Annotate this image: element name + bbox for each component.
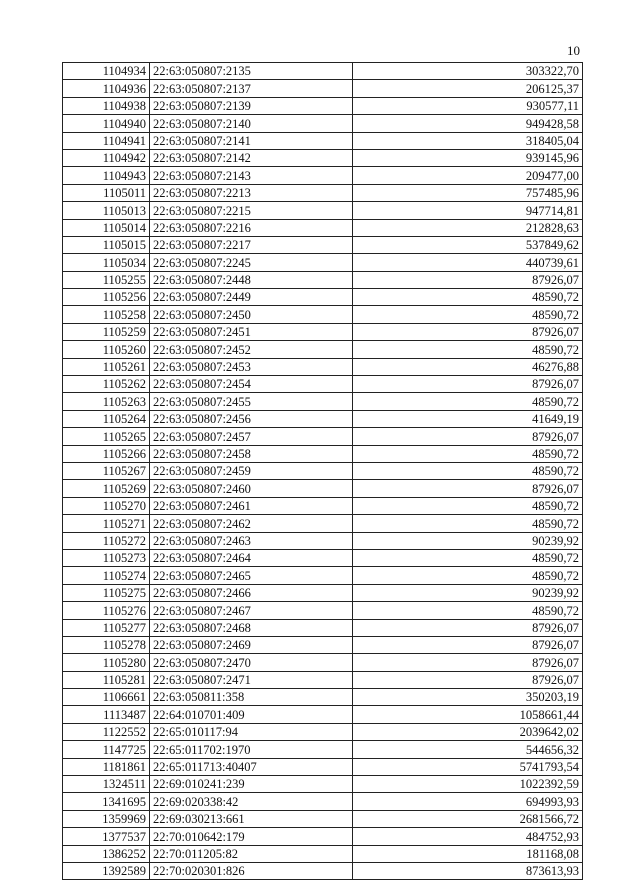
- cadastral-number-cell: 22:63:050807:2450: [150, 306, 353, 323]
- object-id-cell: 1105271: [63, 515, 150, 532]
- table-row: [63, 376, 583, 393]
- object-id-cell: 1105267: [63, 462, 150, 479]
- cadastral-number-cell: 22:63:050807:2471: [150, 671, 353, 688]
- object-id-cell: 1104938: [63, 97, 150, 114]
- table-row: [63, 393, 583, 410]
- cadastral-value-cell: 694993,93: [353, 793, 583, 810]
- cadastral-value-cell: 87926,07: [353, 376, 583, 393]
- object-id-cell: 1104941: [63, 132, 150, 149]
- cadastral-number-cell: 22:63:050807:2458: [150, 445, 353, 462]
- cadastral-number-cell: 22:63:050807:2216: [150, 219, 353, 236]
- cadastral-number-cell: 22:63:050807:2139: [150, 97, 353, 114]
- table-row: [63, 80, 583, 97]
- object-id-cell: 1105266: [63, 445, 150, 462]
- object-id-cell: 1324511: [63, 776, 150, 793]
- table-row: [63, 497, 583, 514]
- cadastral-number-cell: 22:63:050807:2455: [150, 393, 353, 410]
- table-row: [63, 828, 583, 845]
- table-row: [63, 741, 583, 758]
- cadastral-value-cell: 212828,63: [353, 219, 583, 236]
- table-row: [63, 184, 583, 201]
- cadastral-number-cell: 22:63:050807:2459: [150, 462, 353, 479]
- table-row: [63, 567, 583, 584]
- table-row: [63, 480, 583, 497]
- cadastral-value-cell: 949428,58: [353, 115, 583, 132]
- cadastral-value-cell: 87926,07: [353, 619, 583, 636]
- cadastral-number-cell: 22:63:050807:2468: [150, 619, 353, 636]
- table-row: [63, 219, 583, 236]
- cadastral-value-cell: 87926,07: [353, 671, 583, 688]
- object-id-cell: 1106661: [63, 689, 150, 706]
- cadastral-number-cell: 22:63:050807:2448: [150, 271, 353, 288]
- table-row: [63, 654, 583, 671]
- table-row: [63, 532, 583, 549]
- table-row: [63, 341, 583, 358]
- cadastral-number-cell: 22:70:010642:179: [150, 828, 353, 845]
- cadastral-number-cell: 22:63:050807:2137: [150, 80, 353, 97]
- cadastral-value-cell: 48590,72: [353, 306, 583, 323]
- cadastral-value-cell: 947714,81: [353, 202, 583, 219]
- object-id-cell: 1122552: [63, 723, 150, 740]
- cadastral-value-cell: 48590,72: [353, 549, 583, 566]
- cadastral-number-cell: 22:63:050807:2452: [150, 341, 353, 358]
- object-id-cell: 1377537: [63, 828, 150, 845]
- object-id-cell: 1105264: [63, 410, 150, 427]
- cadastral-number-cell: 22:63:050807:2461: [150, 497, 353, 514]
- table-row: [63, 619, 583, 636]
- cadastral-value-cell: 303322,70: [353, 63, 583, 80]
- cadastral-value-cell: 46276,88: [353, 358, 583, 375]
- table-row: [63, 845, 583, 862]
- object-id-cell: 1341695: [63, 793, 150, 810]
- cadastral-number-cell: 22:63:050807:2142: [150, 149, 353, 166]
- object-id-cell: 1105270: [63, 497, 150, 514]
- table-row: [63, 236, 583, 253]
- cadastral-number-cell: 22:69:010241:239: [150, 776, 353, 793]
- cadastral-value-cell: 48590,72: [353, 445, 583, 462]
- cadastral-number-cell: 22:63:050807:2469: [150, 636, 353, 653]
- object-id-cell: 1105278: [63, 636, 150, 653]
- cadastral-value-cell: 2039642,02: [353, 723, 583, 740]
- object-id-cell: 1105258: [63, 306, 150, 323]
- object-id-cell: 1105265: [63, 428, 150, 445]
- cadastral-value-cell: 2681566,72: [353, 810, 583, 827]
- cadastral-number-cell: 22:64:010701:409: [150, 706, 353, 723]
- cadastral-value-cell: 48590,72: [353, 341, 583, 358]
- cadastral-value-cell: 484752,93: [353, 828, 583, 845]
- object-id-cell: 1105261: [63, 358, 150, 375]
- table-row: [63, 63, 583, 80]
- cadastral-value-cell: 90239,92: [353, 532, 583, 549]
- table-row: [63, 862, 583, 879]
- page-number: 10: [567, 43, 580, 58]
- object-id-cell: 1181861: [63, 758, 150, 775]
- cadastral-value-cell: 87926,07: [353, 323, 583, 340]
- cadastral-number-cell: 22:69:030213:661: [150, 810, 353, 827]
- table-row: [63, 758, 583, 775]
- table-row: [63, 271, 583, 288]
- object-id-cell: 1105277: [63, 619, 150, 636]
- cadastral-value-cell: 757485,96: [353, 184, 583, 201]
- table-row: [63, 445, 583, 462]
- object-id-cell: 1105256: [63, 289, 150, 306]
- cadastral-number-cell: 22:70:020301:826: [150, 862, 353, 879]
- table-row: [63, 428, 583, 445]
- object-id-cell: 1113487: [63, 706, 150, 723]
- cadastral-value-cell: 87926,07: [353, 271, 583, 288]
- cadastral-value-cell: 939145,96: [353, 149, 583, 166]
- cadastral-number-cell: 22:63:050807:2140: [150, 115, 353, 132]
- table-row: [63, 167, 583, 184]
- object-id-cell: 1105269: [63, 480, 150, 497]
- cadastral-value-table: [62, 62, 583, 880]
- object-id-cell: 1105259: [63, 323, 150, 340]
- cadastral-value-cell: 206125,37: [353, 80, 583, 97]
- cadastral-number-cell: 22:63:050807:2141: [150, 132, 353, 149]
- cadastral-number-cell: 22:63:050807:2465: [150, 567, 353, 584]
- cadastral-number-cell: 22:63:050811:358: [150, 689, 353, 706]
- object-id-cell: 1105275: [63, 584, 150, 601]
- cadastral-value-cell: 48590,72: [353, 602, 583, 619]
- cadastral-number-cell: 22:63:050807:2135: [150, 63, 353, 80]
- object-id-cell: 1105255: [63, 271, 150, 288]
- cadastral-number-cell: 22:63:050807:2454: [150, 376, 353, 393]
- object-id-cell: 1105276: [63, 602, 150, 619]
- object-id-cell: 1105034: [63, 254, 150, 271]
- cadastral-value-cell: 48590,72: [353, 393, 583, 410]
- cadastral-number-cell: 22:70:011205:82: [150, 845, 353, 862]
- table-row: [63, 289, 583, 306]
- table-row: [63, 810, 583, 827]
- object-id-cell: 1105273: [63, 549, 150, 566]
- cadastral-value-cell: 873613,93: [353, 862, 583, 879]
- cadastral-value-cell: 87926,07: [353, 428, 583, 445]
- cadastral-number-cell: 22:63:050807:2470: [150, 654, 353, 671]
- table-row: [63, 306, 583, 323]
- cadastral-number-cell: 22:63:050807:2453: [150, 358, 353, 375]
- cadastral-number-cell: 22:63:050807:2213: [150, 184, 353, 201]
- table-row: [63, 410, 583, 427]
- object-id-cell: 1392589: [63, 862, 150, 879]
- cadastral-value-cell: 930577,11: [353, 97, 583, 114]
- object-id-cell: 1105014: [63, 219, 150, 236]
- cadastral-value-cell: 1058661,44: [353, 706, 583, 723]
- table-row: [63, 584, 583, 601]
- table-row: [63, 776, 583, 793]
- cadastral-number-cell: 22:63:050807:2464: [150, 549, 353, 566]
- cadastral-number-cell: 22:65:010117:94: [150, 723, 353, 740]
- table-row: [63, 97, 583, 114]
- table-row: [63, 636, 583, 653]
- object-id-cell: 1359969: [63, 810, 150, 827]
- object-id-cell: 1105262: [63, 376, 150, 393]
- object-id-cell: 1105011: [63, 184, 150, 201]
- table-row: [63, 689, 583, 706]
- cadastral-value-cell: 87926,07: [353, 480, 583, 497]
- table-row: [63, 602, 583, 619]
- table-row: [63, 254, 583, 271]
- object-id-cell: 1105281: [63, 671, 150, 688]
- table-row: [63, 358, 583, 375]
- cadastral-number-cell: 22:63:050807:2460: [150, 480, 353, 497]
- object-id-cell: 1104936: [63, 80, 150, 97]
- table-row: [63, 723, 583, 740]
- object-id-cell: 1105263: [63, 393, 150, 410]
- cadastral-number-cell: 22:63:050807:2467: [150, 602, 353, 619]
- object-id-cell: 1104940: [63, 115, 150, 132]
- cadastral-number-cell: 22:63:050807:2466: [150, 584, 353, 601]
- cadastral-number-cell: 22:63:050807:2462: [150, 515, 353, 532]
- table-row: [63, 323, 583, 340]
- table-row: [63, 706, 583, 723]
- cadastral-value-cell: 48590,72: [353, 462, 583, 479]
- cadastral-number-cell: 22:63:050807:2143: [150, 167, 353, 184]
- cadastral-number-cell: 22:63:050807:2463: [150, 532, 353, 549]
- cadastral-value-cell: 48590,72: [353, 515, 583, 532]
- cadastral-number-cell: 22:69:020338:42: [150, 793, 353, 810]
- object-id-cell: 1104934: [63, 63, 150, 80]
- table-row: [63, 549, 583, 566]
- cadastral-value-cell: 318405,04: [353, 132, 583, 149]
- object-id-cell: 1105013: [63, 202, 150, 219]
- table-row: [63, 132, 583, 149]
- cadastral-number-cell: 22:63:050807:2451: [150, 323, 353, 340]
- cadastral-value-cell: 544656,32: [353, 741, 583, 758]
- table-row: [63, 671, 583, 688]
- object-id-cell: 1105260: [63, 341, 150, 358]
- object-id-cell: 1147725: [63, 741, 150, 758]
- cadastral-number-cell: 22:65:011713:40407: [150, 758, 353, 775]
- object-id-cell: 1105272: [63, 532, 150, 549]
- table-row: [63, 793, 583, 810]
- table-row: [63, 149, 583, 166]
- object-id-cell: 1105280: [63, 654, 150, 671]
- object-id-cell: 1386252: [63, 845, 150, 862]
- table-row: [63, 515, 583, 532]
- cadastral-value-cell: 87926,07: [353, 654, 583, 671]
- cadastral-value-cell: 181168,08: [353, 845, 583, 862]
- object-id-cell: 1104942: [63, 149, 150, 166]
- cadastral-number-cell: 22:63:050807:2449: [150, 289, 353, 306]
- cadastral-number-cell: 22:63:050807:2217: [150, 236, 353, 253]
- cadastral-value-cell: 5741793,54: [353, 758, 583, 775]
- cadastral-value-cell: 48590,72: [353, 289, 583, 306]
- cadastral-value-cell: 209477,00: [353, 167, 583, 184]
- table-row: [63, 115, 583, 132]
- object-id-cell: 1104943: [63, 167, 150, 184]
- cadastral-value-cell: 48590,72: [353, 567, 583, 584]
- table-row: [63, 202, 583, 219]
- cadastral-number-cell: 22:65:011702:1970: [150, 741, 353, 758]
- cadastral-value-cell: 537849,62: [353, 236, 583, 253]
- cadastral-value-cell: 350203,19: [353, 689, 583, 706]
- cadastral-value-cell: 90239,92: [353, 584, 583, 601]
- cadastral-value-cell: 440739,61: [353, 254, 583, 271]
- object-id-cell: 1105015: [63, 236, 150, 253]
- object-id-cell: 1105274: [63, 567, 150, 584]
- cadastral-number-cell: 22:63:050807:2456: [150, 410, 353, 427]
- cadastral-value-cell: 87926,07: [353, 636, 583, 653]
- cadastral-number-cell: 22:63:050807:2215: [150, 202, 353, 219]
- cadastral-value-cell: 48590,72: [353, 497, 583, 514]
- table-body: [63, 63, 583, 880]
- table-row: [63, 462, 583, 479]
- cadastral-number-cell: 22:63:050807:2457: [150, 428, 353, 445]
- cadastral-number-cell: 22:63:050807:2245: [150, 254, 353, 271]
- cadastral-value-cell: 41649,19: [353, 410, 583, 427]
- cadastral-value-cell: 1022392,59: [353, 776, 583, 793]
